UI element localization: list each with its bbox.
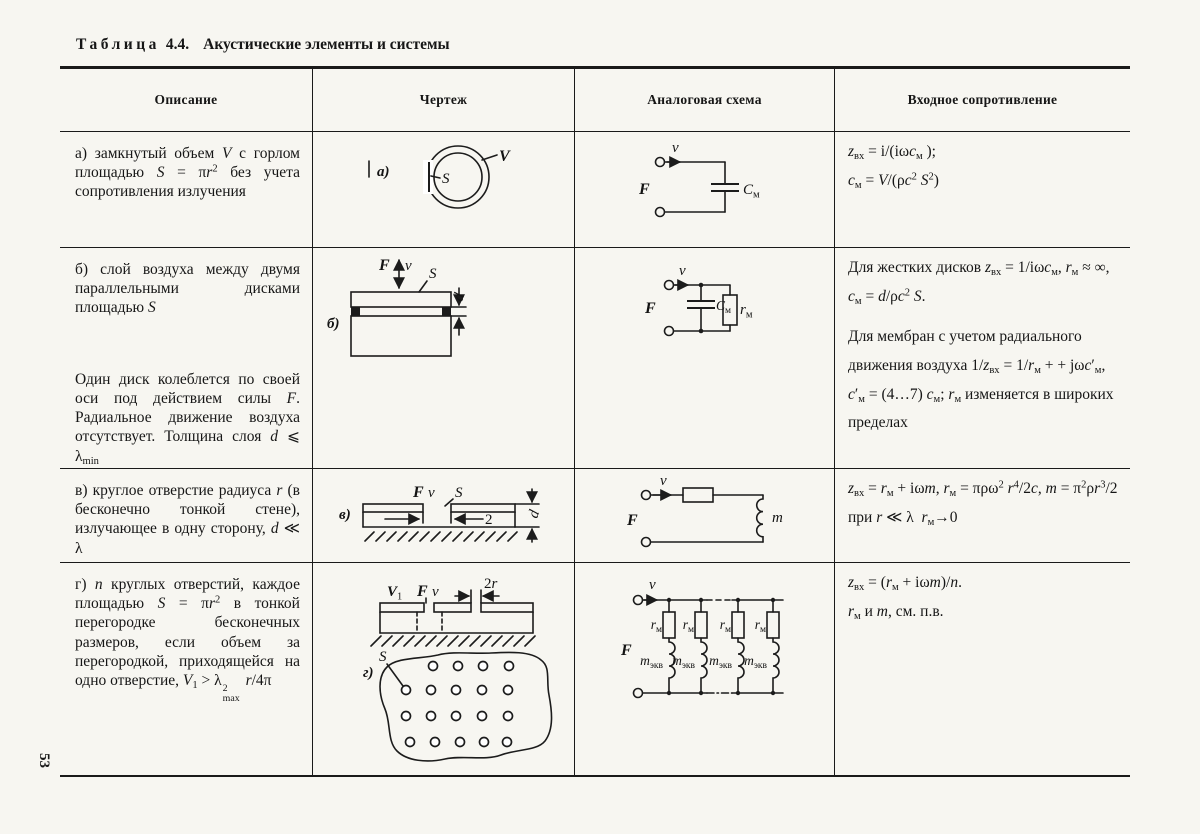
label-m-ekv: $m_{экв}$ xyxy=(640,653,663,671)
air-gap xyxy=(351,307,451,316)
label-v: v xyxy=(432,584,439,600)
capacitor xyxy=(711,184,739,191)
label-v: v xyxy=(649,577,656,593)
label-Cm: $C_м$ xyxy=(743,182,760,201)
cell-description-b xyxy=(60,248,313,468)
terminals xyxy=(656,158,665,217)
cell-circuit-g xyxy=(575,563,835,775)
terminals xyxy=(665,281,674,336)
column-header-description: Описание xyxy=(60,69,313,131)
label-F: F xyxy=(627,512,638,529)
table-row-b xyxy=(60,248,1130,469)
cell-impedance-a: $z_{вх} = i/(i\omega c_м$ ); $c_м = V/(\rho c^2$ $S^2$) xyxy=(848,143,939,191)
label-F: F xyxy=(639,181,650,198)
pointer-V xyxy=(482,155,497,160)
cell-drawing-v xyxy=(313,469,575,562)
table-caption xyxy=(76,36,450,54)
resistor xyxy=(683,488,713,502)
ground-hatch xyxy=(371,636,535,646)
cell-drawing-g xyxy=(313,563,575,775)
pointer-S xyxy=(387,664,403,686)
table xyxy=(60,66,1130,777)
cell-impedance-g: $z_{вх} = (r_м + i\omega m)/n$. $r_м$ и m, см. п.в. xyxy=(848,574,962,622)
circuit-resistor-inductor xyxy=(575,469,835,562)
label-g-mark: г) xyxy=(363,665,374,681)
table-row-v xyxy=(60,469,1130,563)
cell-description-g: г) n круглых отверстий, каждое площадью $S = \pi r^2$ в тонкой перегородке бесконечных размеров, если объем за перегородкой, приходящейся на одно отверстие, $V_1 > \lambda$ 2 max r/4π xyxy=(60,563,313,775)
label-m: m xyxy=(772,510,783,526)
drawing-perforated-wall xyxy=(313,563,575,775)
column-header-analog-circuit: Аналоговая схема xyxy=(575,69,835,131)
column-header-drawing: Чертеж xyxy=(313,69,575,131)
branch-3 xyxy=(709,598,744,695)
cell-drawing-a xyxy=(313,132,575,247)
perforated-strip xyxy=(380,603,533,612)
table-header-row xyxy=(60,69,1130,132)
label-2r: 2r xyxy=(484,576,498,592)
column-header-input-impedance: Входное сопротивление xyxy=(907,92,1058,107)
label-F: F xyxy=(413,484,424,501)
upper-disk xyxy=(351,292,451,307)
label-m-ekv: $m_{экв}$ xyxy=(672,653,695,671)
capacitor-branch xyxy=(687,285,715,331)
label-S: S xyxy=(429,266,437,282)
label-v: v xyxy=(679,263,686,279)
label-rm: $r_м$ xyxy=(754,617,766,635)
label-rm: $r_м$ xyxy=(682,617,694,635)
table-row-a xyxy=(60,132,1130,248)
label-V1: $V_1$ xyxy=(387,584,403,603)
label-v: v xyxy=(405,258,412,274)
table-row-g xyxy=(60,563,1130,775)
ground-hatch xyxy=(365,532,517,541)
hole-width-arrows xyxy=(385,512,493,528)
label-v-mark: в) xyxy=(339,507,351,523)
caption-text: Акустические элементы и системы xyxy=(203,36,450,53)
circuit-capacitor-resistor xyxy=(575,248,835,468)
inductor-coil xyxy=(757,495,763,542)
label-rm: $r_м$ xyxy=(740,302,753,321)
label-v: v xyxy=(672,140,679,156)
label-b-mark: б) xyxy=(327,316,340,332)
slab xyxy=(380,612,533,633)
cell-circuit-b xyxy=(575,248,835,468)
label-2: 2 xyxy=(485,512,493,528)
impedance-b-part1: Для жестких дисков $z_{вх} = 1/i\omega c_м$, $r_м$ ≈ ∞, $c_м = d/\rho c^2$ S. xyxy=(848,259,1110,307)
label-F: F xyxy=(621,642,632,659)
drawing-circular-hole xyxy=(313,469,575,562)
label-rm: $r_м$ xyxy=(719,617,731,635)
label-F: F xyxy=(379,257,390,274)
label-V: V xyxy=(499,148,510,165)
caption-word: Таблица xyxy=(76,36,160,53)
pointer-S xyxy=(419,281,427,292)
cell-circuit-v xyxy=(575,469,835,562)
label-d: d xyxy=(450,291,469,304)
label-rm: $r_м$ xyxy=(650,617,662,635)
cell-drawing-b xyxy=(313,248,575,468)
cell-impedance-b xyxy=(835,248,1130,468)
dimension-d xyxy=(451,288,469,335)
label-Cm: $C_м$ xyxy=(716,298,732,316)
label-S: S xyxy=(455,485,463,501)
lower-disk xyxy=(351,316,451,356)
label-F: F xyxy=(645,300,656,317)
terminals xyxy=(642,491,651,547)
branch-2 xyxy=(672,598,707,695)
dimension-2r xyxy=(455,576,499,603)
label-v: v xyxy=(428,485,435,501)
cell-description-v: в) круглое отверстие радиуса r (в бесконечно тонкой стене), излучающее в одну сторону, d ≪ λ xyxy=(60,469,313,562)
caption-number: 4.4. xyxy=(165,36,190,53)
impedance-b-part2: Для мембран с учетом радиального движения воздуха $1/z_{вх} = 1/r_м$ + + $j\omega c'_м$, $c'_м$ = (4…7) $c_м$; $r_м$ изменяется в широких пределах xyxy=(848,328,1114,432)
cell-impedance-v: $z_{вх} = r_м + i\omega m$, $r_м = \pi\rho\omega^2$ $r^4/2c$, $m = \pi^2\rho r^3/2$ при r ≪ λ $r_м\to 0$ xyxy=(848,479,1118,528)
label-S: S xyxy=(442,171,450,187)
description-b-part1: б) слой воздуха между двумя параллельными дисками площадью S xyxy=(75,261,300,317)
cell-circuit-a xyxy=(575,132,835,247)
label-F: F xyxy=(417,583,428,600)
label-m-ekv: $m_{экв}$ xyxy=(709,653,732,671)
label-d: d xyxy=(525,508,544,521)
page-number: 53 xyxy=(36,753,52,768)
label-a-mark: а) xyxy=(377,164,390,180)
label-m-ekv: $m_{экв}$ xyxy=(744,653,767,671)
volume-dashed-lines xyxy=(417,612,442,633)
drawing-air-layer xyxy=(313,248,575,468)
circuit-capacitor xyxy=(575,132,835,247)
cell-description-a: а) замкнутый объем V с горлом площадью $S = \pi r^2$ без учета сопротивления излучения xyxy=(60,132,313,247)
dimension-d xyxy=(515,489,543,542)
circuit-parallel-branches xyxy=(575,563,835,775)
terminals xyxy=(634,596,643,698)
label-S: S xyxy=(379,649,387,665)
hole-grid xyxy=(402,662,514,747)
drawing-closed-volume xyxy=(313,132,575,247)
branch-1 xyxy=(640,598,675,695)
label-v: v xyxy=(660,473,667,489)
branch-4 xyxy=(744,598,779,695)
description-b-part2: Один диск колеблется по своей оси под действием силы F. Радиальное движение воздуха отсутствует. Толщина слоя d ⩽ $\lambda_{min}$ xyxy=(75,370,300,467)
